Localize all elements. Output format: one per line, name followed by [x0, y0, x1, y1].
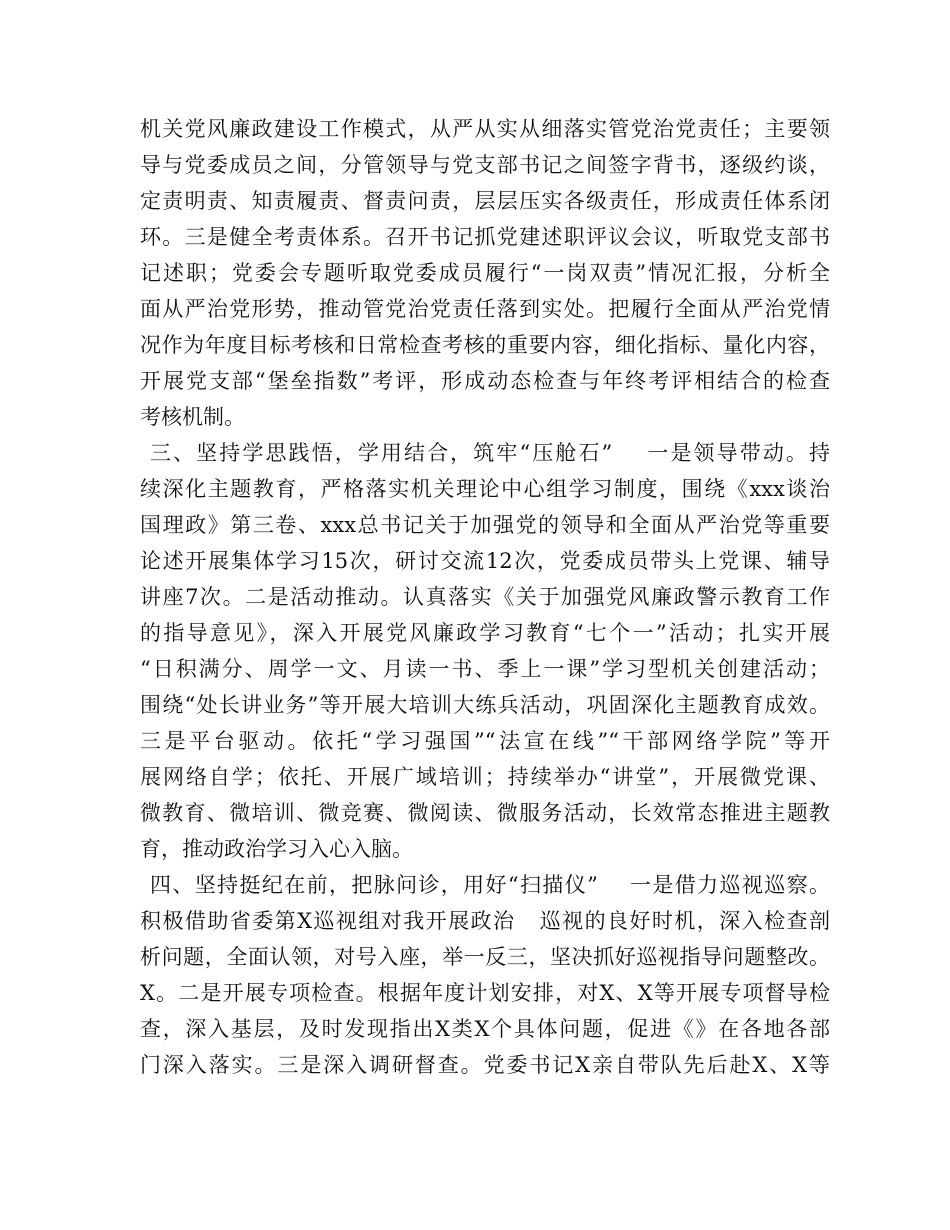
text-line: 导与党委成员之间，分管领导与党支部书记之间签字背书，逐级约谈，: [140, 153, 830, 177]
text-line: 论述开展集体学习15次，研讨交流12次，党委成员带头上党课、辅导: [140, 549, 830, 573]
text-line: 定责明责、知责履责、督责问责，层层压实各级责任，形成责任体系闭: [140, 189, 830, 213]
text-line: 记述职；党委会专题听取党委成员履行“一岗双责”情况汇报，分析全: [140, 261, 830, 285]
text-line: 讲座7次。二是活动推动。认真落实《关于加强党风廉政警示教育工作: [140, 585, 830, 609]
section-heading-line: 三、坚持学思践悟，学用结合，筑牢“压舱石” 一是领导带动。持: [150, 441, 830, 465]
text-line: 门深入落实。三是深入调研督查。党委书记X亲自带队先后赴X、X等: [140, 1053, 830, 1077]
text-line: “日积满分、周学一文、月读一书、季上一课”学习型机关创建活动；: [140, 657, 830, 681]
text-line: X。二是开展专项检查。根据年度计划安排，对X、X等开展专项督导检: [140, 981, 830, 1005]
text-line: 开展党支部“堡垒指数”考评，形成动态检查与年终考评相结合的检查: [140, 369, 830, 393]
text-line: 微教育、微培训、微竞赛、微阅读、微服务活动，长效常态推进主题教: [140, 801, 830, 825]
text-line: 续深化主题教育，严格落实机关理论中心组学习制度，围绕《xxx谈治: [140, 477, 830, 501]
text-line: 国理政》第三卷、xxx总书记关于加强党的领导和全面从严治党等重要: [140, 513, 830, 537]
text-line: 面从严治党形势，推动管党治党责任落到实处。把履行全面从严治党情: [140, 297, 830, 321]
text-line: 育，推动政治学习入心入脑。: [140, 837, 413, 861]
text-line: 环。三是健全考责体系。召开书记抓党建述职评议会议，听取党支部书: [140, 225, 830, 249]
text-line: 围绕“处长讲业务”等开展大培训大练兵活动，巩固深化主题教育成效。: [140, 693, 830, 717]
text-line: 况作为年度目标考核和日常检查考核的重要内容，细化指标、量化内容，: [140, 333, 830, 357]
text-line: 的指导意见》，深入开展党风廉政学习教育“七个一”活动；扎实开展: [140, 621, 830, 645]
text-line: 机关党风廉政建设工作模式，从严从实从细落实管党治党责任；主要领: [140, 117, 830, 141]
section-heading-line: 四、坚持挺纪在前，把脉问诊，用好“扫描仪” 一是借力巡视巡察。: [150, 873, 830, 897]
text-line: 考核机制。: [140, 405, 245, 429]
text-line: 析问题，全面认领，对号入座，举一反三，坚决抓好巡视指导问题整改。: [140, 945, 830, 969]
text-line: 三是平台驱动。依托“学习强国”“法宣在线”“干部网络学院”等开: [140, 729, 830, 753]
text-line: 查，深入基层，及时发现指出X类X个具体问题，促进《》在各地各部: [140, 1017, 830, 1041]
text-line: 展网络自学；依托、开展广域培训；持续举办“讲堂”，开展微党课、: [140, 765, 830, 789]
text-line: 积极借助省委第X巡视组对我开展政治 巡视的良好时机，深入检查剖: [140, 909, 830, 933]
